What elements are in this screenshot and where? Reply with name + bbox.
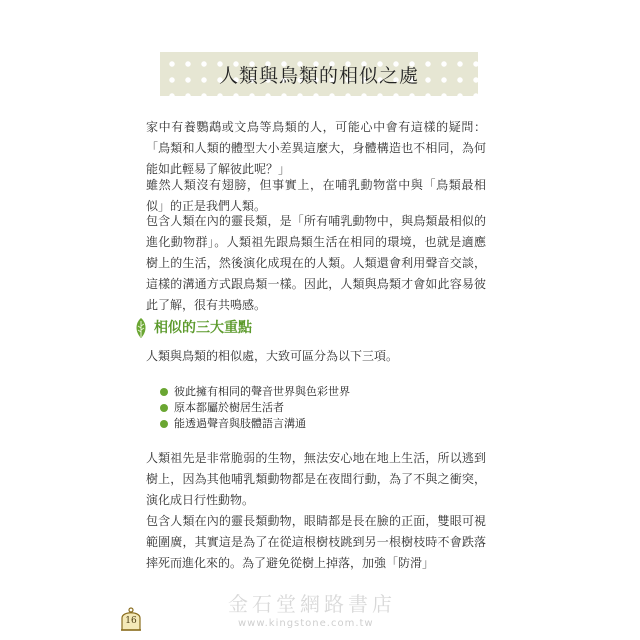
- eyes-paragraph: 包含人類在內的靈長類動物，眼睛都是長在臉的正面，雙眼可視範圍廣，其實這是為了在從這根樹枝跳到另一根樹枝時不會跌落摔死而進化來的。為了避免從樹上掉落，加強「防滑」: [146, 514, 486, 570]
- wings-paragraph: 雖然人類沒有翅膀，但事實上，在哺乳動物當中與「鳥類最相似」的正是我們人類。: [146, 178, 486, 213]
- watermark-url: www.kingstone.com.tw: [238, 618, 374, 629]
- primates-paragraph: 包含人類在內的靈長類，是「所有哺乳動物中，與鳥類最相似的進化動物群」。人類祖先跟鳥類生活在相同的環境，也就是適應樹上的生活，然後演化成現在的人類。人類還會利用聲音交談，這樣的溝通方式跟鳥類一樣。因此，人類與鳥類才會如此容易彼此了解，很有共鳴感。: [146, 214, 486, 312]
- list-item: 能透過聲音與肢體語言溝通: [160, 416, 350, 432]
- ancestors-paragraph: 人類祖先是非常脆弱的生物，無法安心地在地上生活，所以逃到樹上，因為其他哺乳類動物都是在夜間行動，為了不與之衝突，演化成日行性動物。: [146, 451, 486, 507]
- intro-paragraph: 家中有養鸚鵡或文鳥等鳥類的人，可能心中會有這樣的疑問：「鳥類和人類的體型大小差異這麼大，身體構造也不相同，為何能如此輕易了解彼此呢？」: [146, 120, 486, 176]
- dot-icon: [160, 388, 168, 396]
- watermark-name: 金石堂網路書店: [228, 592, 396, 616]
- page-title: 人類與鳥類的相似之處: [218, 65, 419, 87]
- page-number-badge: [118, 606, 144, 632]
- list-item: 彼此擁有相同的聲音世界與色彩世界: [160, 384, 350, 400]
- page-number: 16: [125, 616, 137, 626]
- dot-icon: [160, 420, 168, 428]
- list-item: 原本都屬於樹居生活者: [160, 400, 350, 416]
- summary-paragraph: 人類與鳥類的相似處，大致可區分為以下三項。: [146, 349, 399, 363]
- section-title: 相似的三大重點: [154, 320, 252, 336]
- title-banner: [160, 52, 478, 96]
- dot-icon: [160, 404, 168, 412]
- leaf-icon: [134, 317, 148, 339]
- points-list: [160, 384, 350, 432]
